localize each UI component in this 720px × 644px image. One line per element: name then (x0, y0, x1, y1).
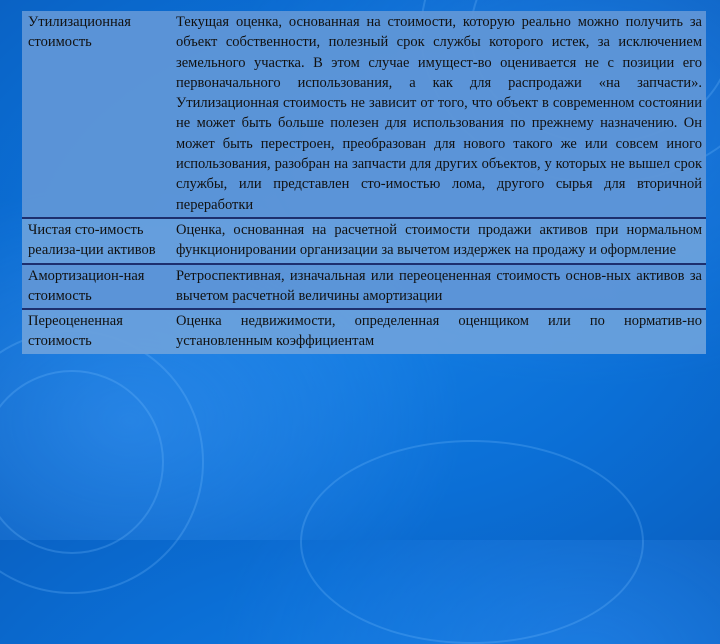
ripple-decoration (0, 370, 164, 554)
definition-cell: Ретроспективная, изначальная или переоцененная стоимость основ-ных активов за вычетом расчетной величины амортизации (168, 264, 706, 310)
table-row (22, 309, 706, 354)
table-row (22, 218, 706, 264)
definition-cell: Оценка, основанная на расчетной стоимости продажи активов при нормальном функционировании организации за вычетом издержек на продажу и оформление (168, 218, 706, 264)
definition-cell: Текущая оценка, основанная на стоимости, которую реально можно получить за объект собственности, полезный срок службы которого истек, за исключением земельного участка. В этом случае имущест-во оценивается не с позиции его первоначального использования, а как для распродажи «на запчасти». Утилизационная стоимость не зависит от того, что объект в современном состоянии не может быть больше полезен для использования по прежнему назначению. Он может быть перестроен, преобразован для нового такого же или совсем иного использования, разобран на запчасти для других объектов, у которых не вышел срок службы, или представлен сто-имостью лома, другого сырья для вторичной переработки (176, 14, 702, 213)
term-cell: Чистая сто-имость реализа-ции активов (22, 218, 168, 264)
table-row (22, 264, 706, 310)
ripple-decoration (300, 440, 644, 644)
definitions-table (22, 11, 706, 354)
definition-cell: Оценка недвижимости, определенная оценщиком или по норматив-но установленным коэффициентам (168, 309, 706, 354)
term-cell: Переоцененная стоимость (22, 309, 168, 354)
table-row (22, 11, 706, 218)
term-cell: Амортизацион-ная стоимость (22, 264, 168, 310)
term-cell: Утилизационная стоимость (28, 14, 131, 51)
ripple-decoration (0, 330, 204, 594)
